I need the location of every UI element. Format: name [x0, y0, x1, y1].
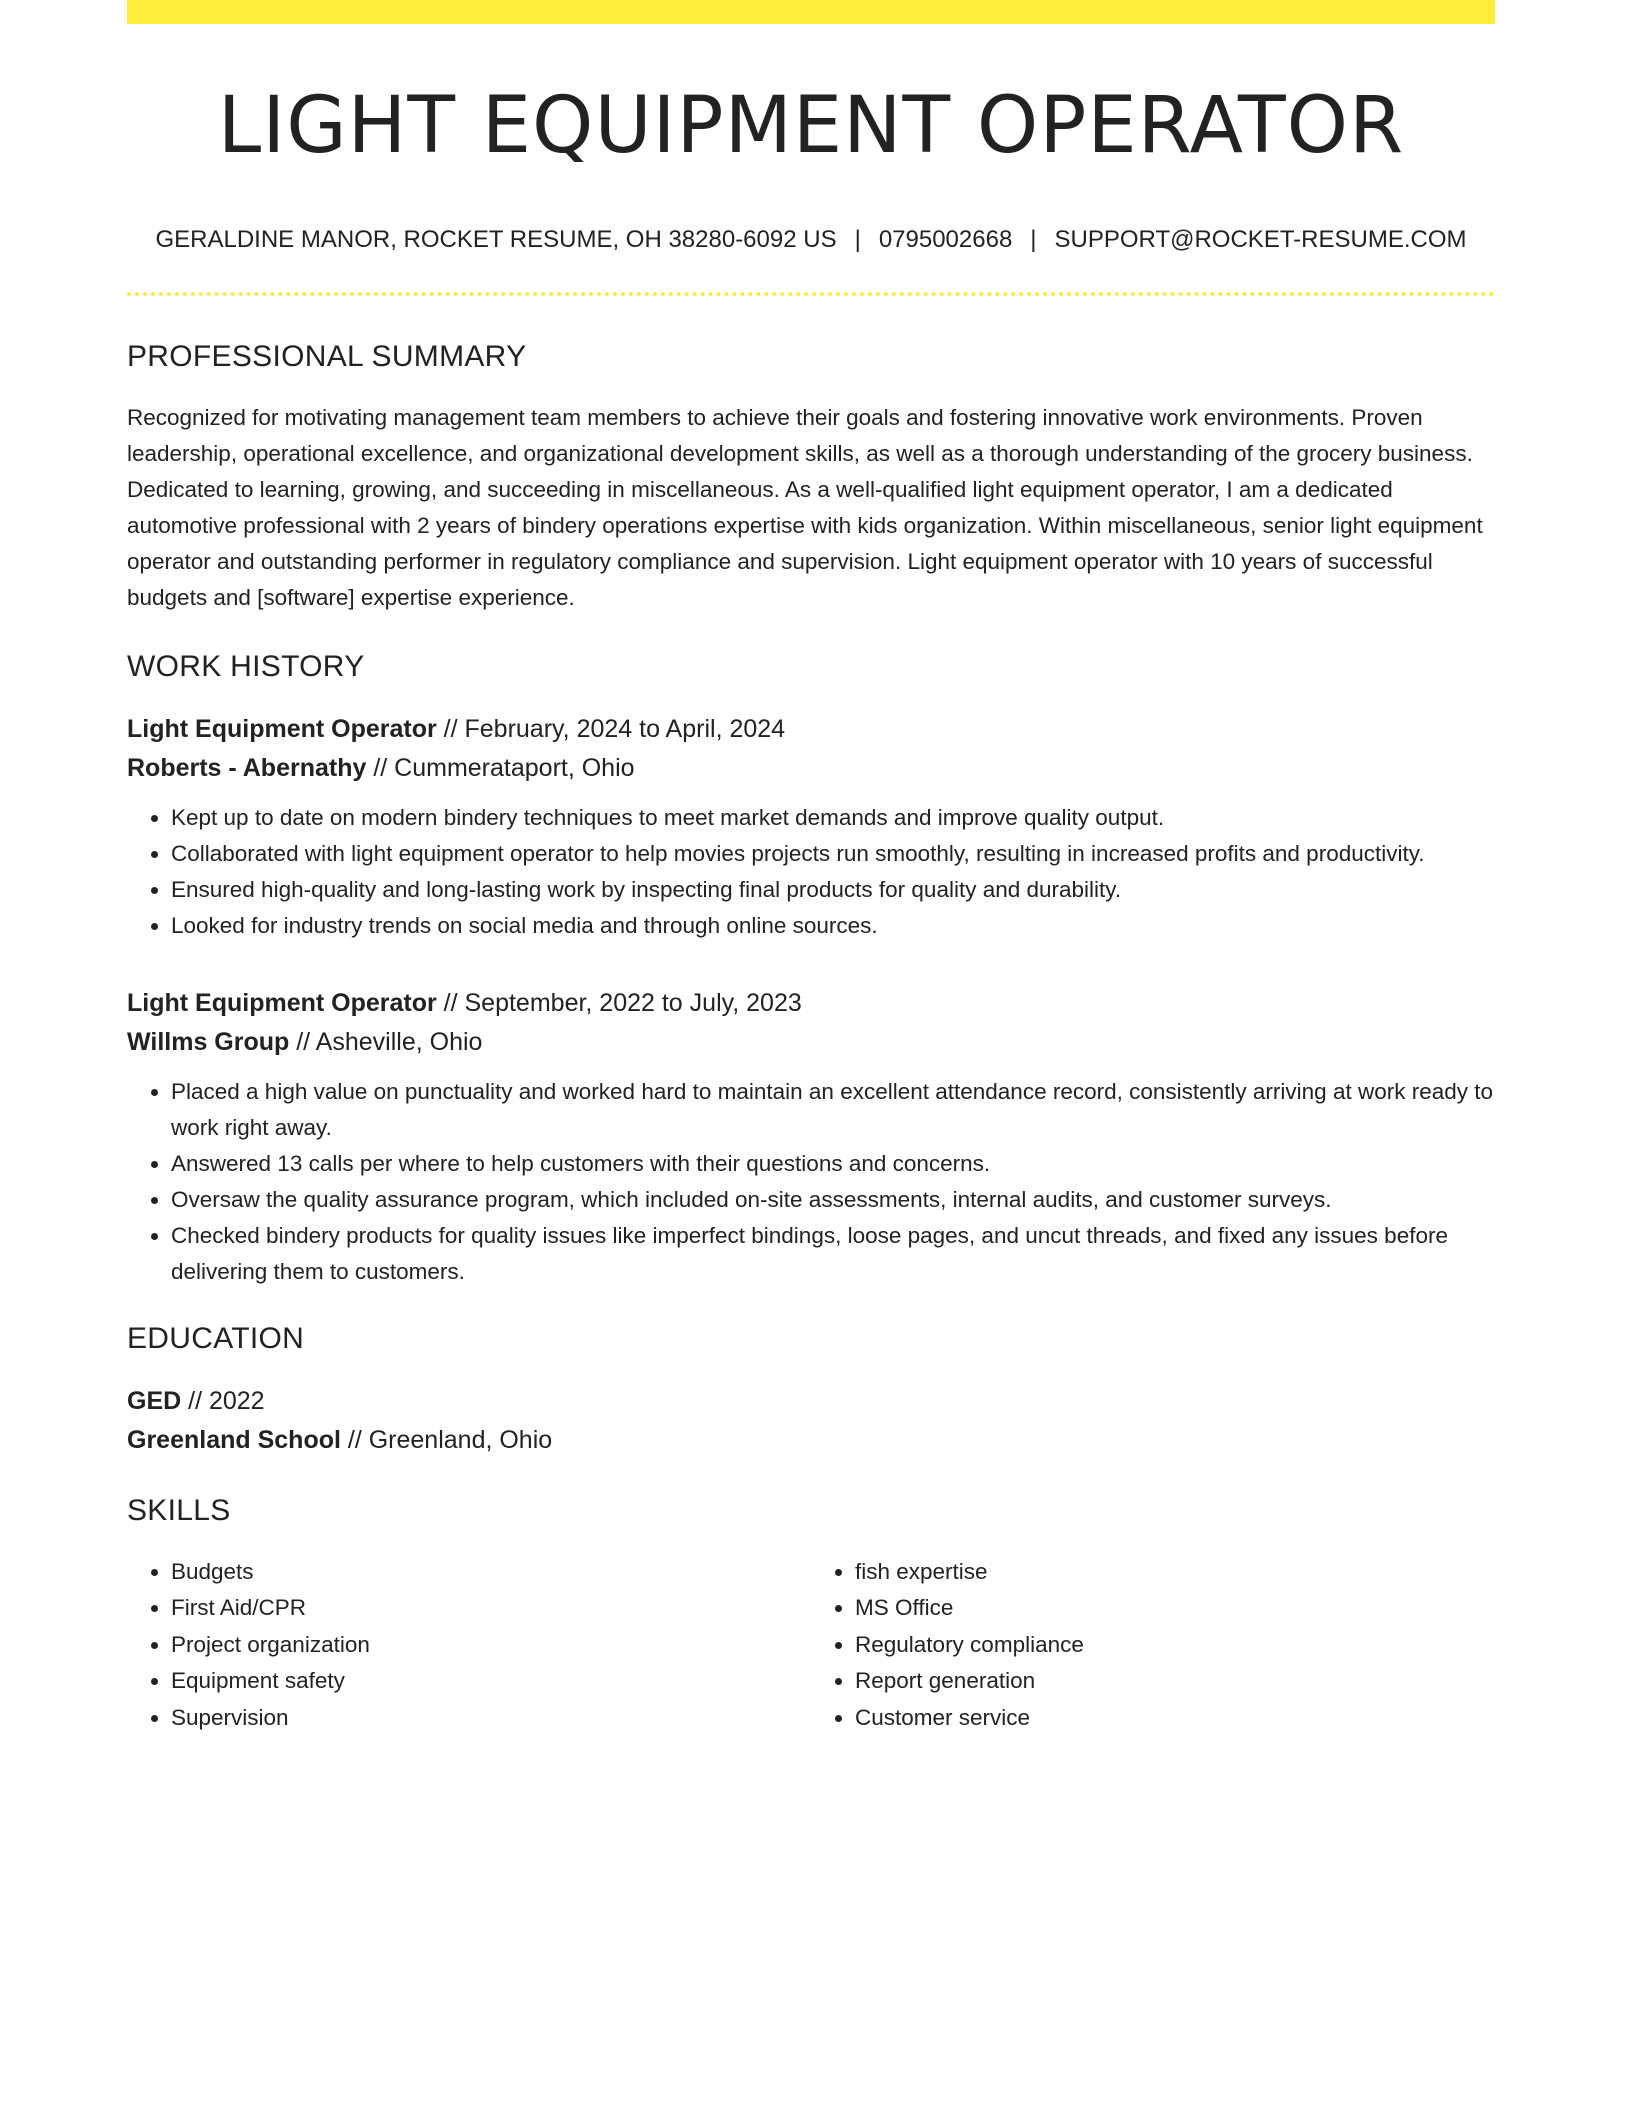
- resume-title: LIGHT EQUIPMENT OPERATOR: [217, 81, 1405, 171]
- accent-bar: [127, 0, 1495, 24]
- job-role: Light Equipment Operator: [127, 714, 437, 743]
- job-dates: // February, 2024 to April, 2024: [436, 714, 786, 743]
- job-bullet: • Checked bindery products for quality issues like imperfect bindings, loose pages, and uncut threads, and fixed any issues before delivering them to customers.: [171, 1218, 1495, 1290]
- job-role-line: [127, 984, 1495, 1023]
- skills-column-left: [127, 1554, 811, 1737]
- job-bullet: • Kept up to date on modern bindery techniques to meet market demands and improve quality output.: [171, 800, 1495, 836]
- job-dates: // September, 2022 to July, 2023: [436, 988, 802, 1017]
- skill-item: • Project organization: [171, 1627, 811, 1664]
- job-role: Light Equipment Operator: [127, 988, 437, 1017]
- contact-phone: 0795002668: [878, 225, 1013, 253]
- education-degree-line: [127, 1382, 1495, 1421]
- skill-item: • MS Office: [855, 1590, 1495, 1627]
- job-bullet: • Ensured high-quality and long-lasting work by inspecting final products for quality and durability.: [171, 872, 1495, 908]
- job-location: // Asheville, Ohio: [289, 1027, 483, 1056]
- job-company: Willms Group: [127, 1027, 290, 1056]
- education-school: Greenland School: [127, 1425, 341, 1454]
- skill-item: • Equipment safety: [171, 1663, 811, 1700]
- contact-line: [127, 226, 1495, 254]
- summary-heading: PROFESSIONAL SUMMARY: [127, 339, 527, 373]
- job-location: // Cummerataport, Ohio: [366, 753, 635, 782]
- work-history-heading: WORK HISTORY: [127, 649, 365, 683]
- skills-grid: [127, 1554, 1495, 1737]
- education-school-line: [127, 1421, 1495, 1460]
- education-year: // 2022: [181, 1386, 265, 1415]
- job-bullets: [127, 1074, 1495, 1290]
- job-bullet: • Oversaw the quality assurance program, which included on-site assessments, internal audits, and customer surveys.: [171, 1182, 1495, 1218]
- summary-text: Recognized for motivating management team members to achieve their goals and fostering innovative work environments. Proven leadership, operational excellence, and organizational development skills, as well as a thorough understanding of the grocery business. Dedicated to learning, growing, and succeeding in miscellaneous. As a well-qualified light equipment operator, I am a dedicated automotive professional with 2 years of bindery operations expertise with kids organization. Within miscellaneous, senior light equipment operator and outstanding performer in regulatory compliance and supervision. Light equipment operator with 10 years of successful budgets and [software] expertise experience.: [127, 404, 1483, 610]
- header-divider: [127, 292, 1495, 296]
- job-entry: [127, 984, 1495, 1290]
- skill-item: • First Aid/CPR: [171, 1590, 811, 1627]
- contact-email: SUPPORT@ROCKET-RESUME.COM: [1054, 225, 1467, 253]
- contact-address: GERALDINE MANOR, ROCKET RESUME, OH 38280-6092 US: [155, 225, 837, 253]
- skill-item: • Supervision: [171, 1700, 811, 1737]
- job-bullet: • Placed a high value on punctuality and worked hard to maintain an excellent attendance record, consistently arriving at work ready to work right away.: [171, 1074, 1495, 1146]
- skill-item: • Report generation: [855, 1663, 1495, 1700]
- job-bullet: • Answered 13 calls per where to help customers with their questions and concerns.: [171, 1146, 1495, 1182]
- skill-item: • Regulatory compliance: [855, 1627, 1495, 1664]
- job-company-line: [127, 749, 1495, 788]
- skill-item: • Customer service: [855, 1700, 1495, 1737]
- skills-heading: SKILLS: [127, 1493, 231, 1527]
- education-location: // Greenland, Ohio: [340, 1425, 553, 1454]
- education-degree: GED: [127, 1386, 182, 1415]
- job-bullets: [127, 800, 1495, 944]
- skills-column-right: [811, 1554, 1495, 1737]
- job-company: Roberts - Abernathy: [127, 753, 367, 782]
- job-company-line: [127, 1023, 1495, 1062]
- contact-separator: |: [1030, 225, 1037, 253]
- skill-item: • Budgets: [171, 1554, 811, 1591]
- job-entry: [127, 710, 1495, 944]
- job-bullet: • Collaborated with light equipment operator to help movies projects run smoothly, resulting in increased profits and productivity.: [171, 836, 1495, 872]
- education-entry: [127, 1382, 1495, 1460]
- job-role-line: [127, 710, 1495, 749]
- skill-item: • fish expertise: [855, 1554, 1495, 1591]
- contact-separator: |: [854, 225, 861, 253]
- job-bullet: • Looked for industry trends on social media and through online sources.: [171, 908, 1495, 944]
- education-heading: EDUCATION: [127, 1321, 305, 1355]
- resume-page: [127, 0, 1495, 1736]
